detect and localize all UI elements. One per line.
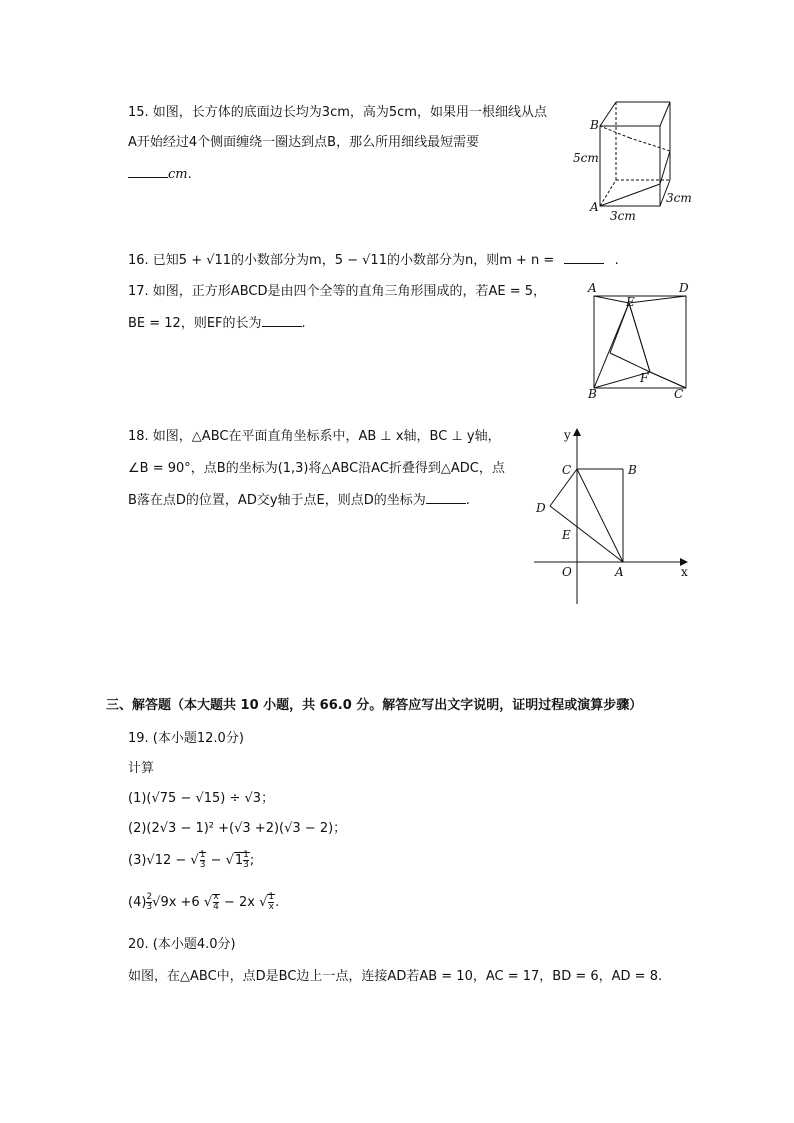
q16-text: 16. 已知5 + √11的小数部分为m，5 − √11的小数部分为n，则m + n = . (128, 246, 619, 276)
q18-line2: ∠B = 90°，点B的坐标为(1,3)将△ABC沿AC折叠得到△ADC，点 (128, 461, 505, 476)
q17-line1: 17. 如图，正方形ABCD是由四个全等的直角三角形围成的，若AE = 5， (128, 284, 547, 299)
q18-line1: 18. 如图，△ABC在平面直角坐标系中，AB ⊥ x轴，BC ⊥ y轴， (128, 429, 501, 444)
q19-part1: (1)(√75 − √15) ÷ √3； (128, 791, 275, 806)
q19-header: 19. (本小题12.0分) (128, 731, 244, 746)
q18-label-e: E (562, 528, 571, 542)
q19-part4: (4) $\frac{2}{3}$ √9x +6 √ $\frac{x}{4}$ − 2x √ $\frac{1}{x}$ . (128, 892, 280, 912)
q15-answer-blank (128, 163, 168, 178)
q17-line2: BE = 12，则EF的长为 . (128, 309, 306, 339)
q19-part3: (3)√12 − √ $\frac{1}{3}$ − √1 $\frac{1}{3}$ ; (128, 850, 255, 870)
q15-cuboid-figure (570, 96, 700, 226)
q17-label-b: B (588, 387, 597, 401)
q15-label-width1: 3cm (610, 209, 636, 223)
q18-label-c: C (562, 463, 572, 477)
q15-label-b: B (590, 118, 599, 132)
section-three-title: 三、解答题（本大题共 10 小题，共 66.0 分。解答应写出文字说明，证明过程或演算步骤） (106, 698, 643, 713)
q19-instruction: 计算 (128, 761, 155, 776)
q18-label-o: O (562, 565, 572, 579)
q18-label-y: y (564, 428, 571, 442)
q15-line2: A开始经过4个侧面缠绕一圈达到点B，那么所用细线最短需要 (128, 135, 480, 150)
q15-label-a: A (590, 200, 599, 214)
q17-square-figure (580, 278, 700, 404)
q17-label-d: D (679, 281, 689, 295)
q17-label-c: C (674, 387, 684, 401)
q17-label-e: E (626, 295, 635, 309)
q18-coordinate-figure (530, 424, 695, 609)
q15-line1: 15. 如图，长方体的底面边长均为3cm，高为5cm，如果用一根细线从点 (128, 105, 547, 120)
q18-label-a: A (615, 565, 624, 579)
q18-answer-blank (426, 489, 466, 504)
q20-text: 如图，在△ABC中，点D是BC边上一点，连接AD若AB = 10，AC = 17，BD = 6，AD = 8. (128, 969, 663, 984)
q18-label-b: B (628, 463, 637, 477)
q15-unit: cm. (168, 167, 192, 182)
q18-label-x: x (681, 565, 688, 579)
q15-label-width2: 3cm (666, 191, 692, 205)
q17-label-f: F (640, 371, 649, 385)
q17-label-a: A (588, 281, 597, 295)
q17-answer-blank (262, 312, 302, 327)
q18-label-d: D (536, 501, 546, 515)
q19-part2: (2)(2√3 − 1)² +(√3 +2)(√3 − 2)； (128, 821, 347, 836)
q18-line3: B落在点D的位置，AD交y轴于点E，则点D的坐标为 . (128, 486, 470, 516)
q15-line3 (128, 160, 192, 190)
q20-header: 20. (本小题4.0分) (128, 937, 236, 952)
q15-label-height: 5cm (573, 151, 599, 165)
q16-answer-blank (564, 249, 604, 264)
